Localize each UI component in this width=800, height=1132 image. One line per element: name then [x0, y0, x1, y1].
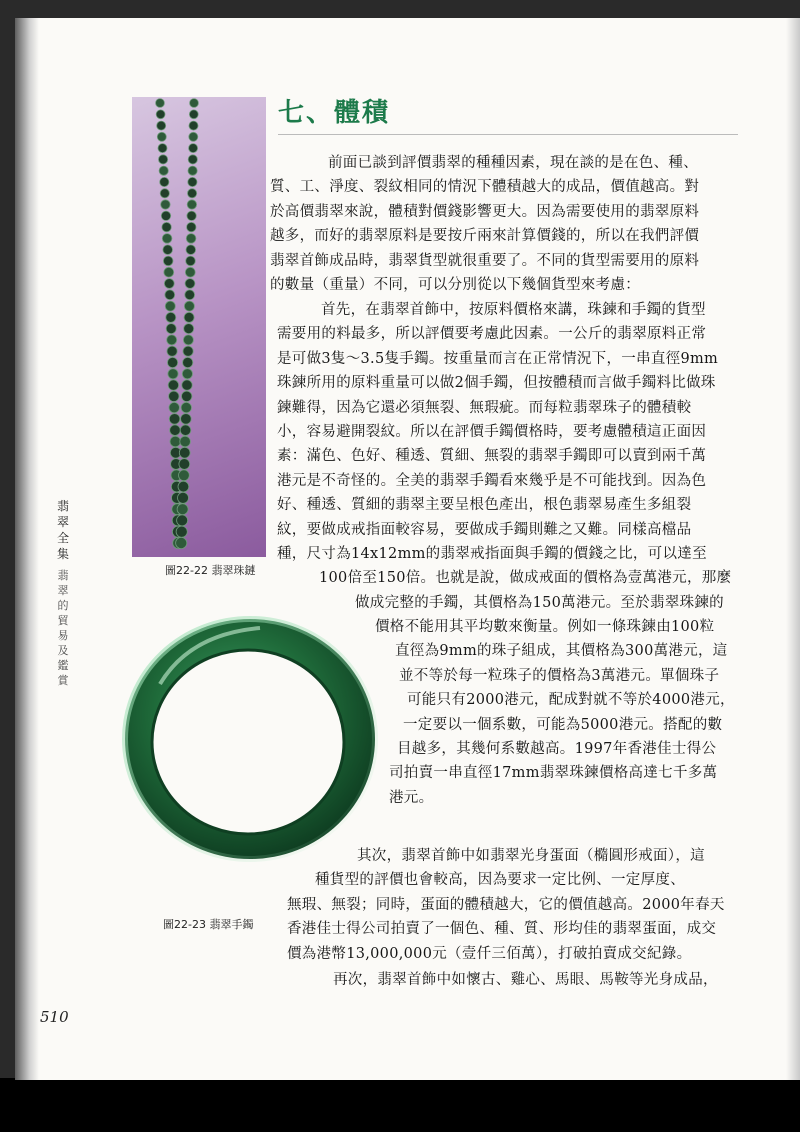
- text-line: 首先，在翡翠首飾中，按原料價格來講，珠鍊和手鐲的貨型: [321, 302, 706, 318]
- bead: [183, 335, 193, 345]
- bead: [169, 414, 180, 425]
- bead: [168, 380, 178, 390]
- bead: [184, 312, 194, 322]
- text-line: 價格不能用其平均數來衡量。例如一條珠鍊由100粒: [375, 619, 715, 636]
- bead: [170, 436, 181, 447]
- text-line: 香港佳士得公司拍賣了一個色、種、質、形均佳的翡翠蛋面，成交: [287, 921, 717, 938]
- bead: [189, 110, 198, 119]
- bead: [182, 380, 192, 390]
- bead: [185, 290, 195, 300]
- text-line: 直徑為9mm的珠子組成，其價格為300萬港元，這: [395, 643, 728, 660]
- bead: [167, 335, 177, 345]
- bead: [162, 234, 172, 244]
- bead: [186, 234, 196, 244]
- bead: [186, 256, 196, 266]
- text-line: 無瑕、無裂；同時，蛋面的體積越大，它的價值越高。2000年春天: [287, 896, 725, 913]
- bead: [179, 470, 190, 481]
- bead: [189, 144, 198, 153]
- bead: [186, 245, 196, 255]
- text-line: 珠鍊所用的原料重量可以做2個手鐲，但按體積而言做手鐲料比做珠: [277, 375, 716, 392]
- text-line: 其次，翡翠首飾中如翡翠光身蛋面（橢圓形戒面），這: [357, 848, 705, 864]
- bead: [188, 177, 197, 186]
- paragraph-4: [287, 968, 718, 992]
- bead: [159, 155, 168, 164]
- bead: [164, 267, 174, 277]
- bead: [161, 211, 170, 220]
- bead: [179, 459, 190, 470]
- bead: [160, 177, 169, 186]
- bead: [185, 267, 195, 277]
- bead: [180, 436, 191, 447]
- text-line: 翡翠首飾成品時，翡翠貨型就很重要了。不同的貨型需要用的原料: [270, 252, 700, 269]
- bead: [169, 402, 179, 412]
- bead: [178, 492, 189, 503]
- bead: [159, 166, 168, 175]
- bead: [181, 414, 192, 425]
- bead: [156, 99, 165, 108]
- text-line: 100倍至150倍。也就是說，做成戒面的價格為壹萬港元，那麼: [319, 570, 732, 587]
- bead: [183, 346, 193, 356]
- bead: [170, 425, 181, 436]
- bead: [168, 369, 178, 379]
- bead: [165, 290, 175, 300]
- text-line: 港元是不奇怪的。全美的翡翠手鐲看來幾乎是不可能找到。因為色: [277, 472, 707, 489]
- text-line: 種貨型的評價也會較高，因為要求一定比例、一定厚度、: [315, 872, 685, 889]
- bead: [157, 132, 166, 141]
- text-line: 小，容易避開裂紋。所以在評價手鐲價格時，要考慮體積這正面因: [277, 423, 707, 440]
- bead: [166, 324, 176, 334]
- paragraph-3: [287, 844, 725, 966]
- text-line: 可能只有2000港元，配成對就不等於4000港元，: [407, 692, 735, 709]
- book-page: [15, 18, 800, 1080]
- bead: [158, 144, 167, 153]
- bead: [187, 200, 196, 209]
- bead: [161, 200, 170, 209]
- bead: [165, 301, 175, 311]
- text-line: 司拍賣一串直徑17mm翡翠珠鍊價格高達七千多萬: [389, 765, 718, 782]
- text-line: 港元。: [389, 789, 434, 806]
- bead: [178, 481, 189, 492]
- bead: [183, 357, 193, 367]
- book-title-vertical: 翡翠全集: [56, 499, 69, 561]
- text-line: 好、種透、質細的翡翠主要呈根色產出，根色翡翠易產生多組裂: [277, 497, 692, 514]
- gutter-shadow: [15, 18, 39, 1080]
- bead: [176, 526, 187, 537]
- bead: [177, 504, 188, 515]
- page-number: 510: [40, 1008, 69, 1026]
- text-line: 需要用的料最多，所以評價要考慮此因素。一公斤的翡翠原料正常: [277, 326, 707, 343]
- bead: [180, 425, 191, 436]
- text-line: 做成完整的手鐲，其價格為150萬港元。至於翡翠珠鍊的: [355, 594, 724, 611]
- bead: [185, 279, 195, 289]
- bead: [181, 402, 191, 412]
- bead: [184, 324, 194, 334]
- text-line: 鍊難得，因為它還必須無裂、無瑕疵。而每粒翡翠珠子的體積較: [277, 399, 692, 416]
- scan-bottom-border: [0, 1078, 800, 1132]
- text-line: 於高價翡翠來說，體積對價錢影響更大。因為需要使用的翡翠原料: [270, 203, 700, 220]
- bead: [156, 110, 165, 119]
- bead: [179, 447, 190, 458]
- text-line: 的數量（重量）不同，可以分別從以下幾個貨型來考慮：: [270, 276, 640, 293]
- text-line: 價為港幣13,000,000元（壹仟三佰萬），打破拍賣成交紀錄。: [287, 945, 692, 962]
- bead: [164, 279, 174, 289]
- text-line: 是可做3隻～3.5隻手鐲。按重量而言在正常情況下，一串直徑9mm: [277, 350, 719, 367]
- bead: [188, 166, 197, 175]
- text-line: 再次，翡翠首飾中如懷古、雞心、馬眼、馬鞍等光身成品，: [333, 972, 718, 988]
- text-line: 前面已談到評價翡翠的種種因素，現在談的是在色、種、: [328, 155, 698, 171]
- bead: [166, 312, 176, 322]
- bead: [184, 301, 194, 311]
- bead: [163, 256, 173, 266]
- figure-caption-bangle: 圖22-23 翡翠手鐲: [163, 918, 254, 931]
- bead: [188, 189, 197, 198]
- bead: [190, 99, 199, 108]
- text-line: 素：滿色、色好、種透、質細、無裂的翡翠手鐲即可以賣到兩千萬: [277, 448, 707, 465]
- section-title: 七、體積: [278, 98, 391, 128]
- jade-necklace-photo: [132, 97, 266, 557]
- bead: [189, 121, 198, 130]
- necklace-beads-graphic: [132, 97, 266, 557]
- text-line: 種，尺寸為14x12mm的翡翠戒指面與手鐲的價錢之比，可以達至: [277, 545, 707, 562]
- bead: [163, 245, 173, 255]
- bead: [188, 155, 197, 164]
- chapter-title-vertical: 翡翠的貿易及鑑賞: [57, 569, 69, 687]
- text-line: 越多，而好的翡翠原料是要按斤兩來計算價錢的，所以在我們評價: [270, 228, 700, 245]
- bead: [167, 346, 177, 356]
- bead: [182, 369, 192, 379]
- text-line: 一定要以一個系數，可能為5000港元。搭配的數: [403, 716, 723, 733]
- text-line: 目越多，其幾何系數越高。1997年香港佳士得公: [397, 741, 717, 758]
- bead: [168, 357, 178, 367]
- page-edge-shadow: [786, 18, 800, 1080]
- bead: [187, 222, 196, 231]
- bead: [160, 189, 169, 198]
- bead: [187, 211, 196, 220]
- text-line: 質、工、淨度、裂紋相同的情況下體積越大的成品，價值越高。對: [270, 179, 700, 196]
- bead: [157, 121, 166, 130]
- text-line: 並不等於每一粒珠子的價格為3萬港元。單個珠子: [399, 667, 720, 684]
- bead: [176, 537, 187, 548]
- bead: [169, 391, 179, 401]
- paragraph-2: [277, 298, 735, 810]
- text-line: 紋，要做成戒指面較容易，要做成手鐲則難之又難。同樣高檔品: [277, 521, 692, 538]
- bead: [189, 132, 198, 141]
- title-divider: [278, 134, 738, 135]
- bead: [177, 515, 188, 526]
- paragraph-1: [270, 151, 699, 297]
- bead: [182, 391, 192, 401]
- bead: [162, 222, 171, 231]
- figure-caption-necklace: 圖22-22 翡翠珠鏈: [165, 564, 256, 577]
